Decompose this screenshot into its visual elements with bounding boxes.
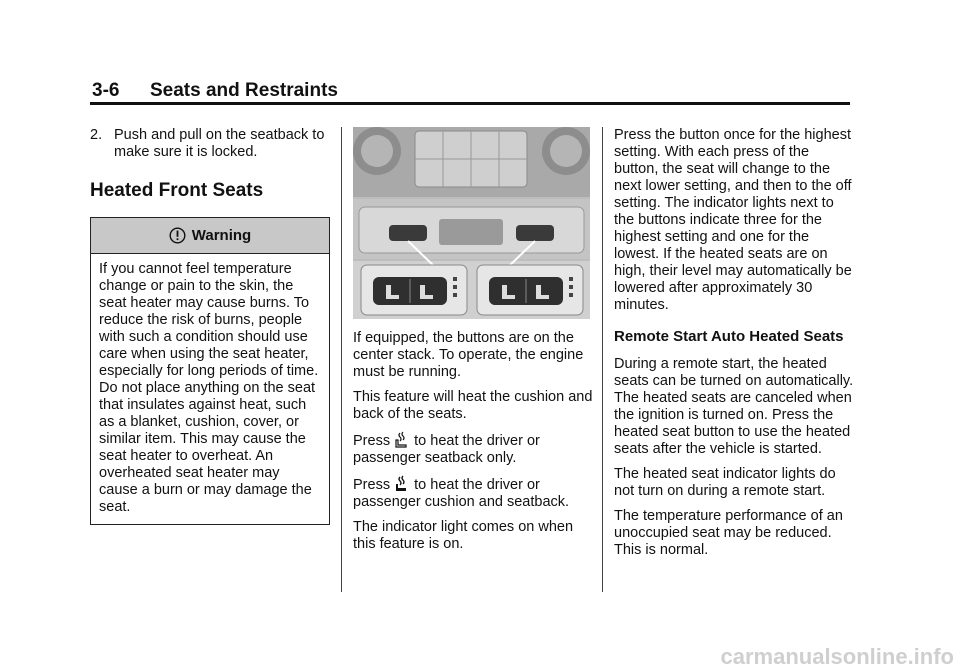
paragraph: The temperature performance of an unoccupied seat may be reduced. This is normal. — [614, 508, 843, 558]
cushion-text: to heat the driver or passenger cushion and seatback. — [353, 477, 570, 510]
paragraph: Press the button once for the highest setting. With each press of the button, the seat will change to the next lower setting, and then to the off setting. The indicator lights next to the buttons indicate three for the highest setting and one for the lowest. If the heated seats are on high, their level may automatically be lowered after approximately 30 minutes. — [614, 127, 852, 313]
column-right — [614, 127, 854, 567]
watermark: carmanualsonline.info — [720, 644, 954, 669]
paragraph-seatback — [353, 431, 593, 467]
press-text: Press — [353, 477, 391, 493]
heated-seatback-icon — [394, 431, 408, 448]
heated-cushion-seatback-icon — [394, 475, 408, 492]
section-title: Seats and Restraints — [150, 80, 338, 101]
list-item — [90, 127, 330, 161]
column-left — [90, 127, 330, 525]
warning-icon — [169, 227, 186, 244]
step-text: Push and pull on the seatback to make sure it is locked. — [114, 127, 325, 160]
column-divider — [602, 127, 603, 592]
section-heading: Heated Front Seats — [90, 180, 264, 201]
section-number: 3-6 — [92, 80, 120, 101]
warning-title: Warning — [191, 227, 252, 244]
column-middle — [353, 127, 593, 561]
paragraph: The indicator light comes on when this feature is on. — [353, 519, 574, 552]
press-text: Press — [353, 433, 391, 449]
seatback-text: to heat the driver or passenger seatback only. — [353, 433, 540, 466]
warning-box — [90, 217, 330, 525]
step-number: 2. — [90, 127, 103, 143]
paragraph: This feature will heat the cushion and back of the seats. — [353, 389, 593, 422]
column-divider — [341, 127, 342, 592]
warning-text: If you cannot feel temperature change or pain to the skin, the seat heater may cause burns. To reduce the risk of burns, people with such a condition should use care when using the seat heater, especially for long periods of time. Do not place anything on the seat that insulates against heat, such as a blanket, cushion, cover, or similar item. This may cause the seat heater to overheat. An overheated seat heater may cause a burn or may damage the seat. — [99, 261, 319, 515]
subsection-heading: Remote Start Auto Heated Seats — [614, 328, 844, 345]
paragraph: During a remote start, the heated seats can be turned on automatically. The heated seats are canceled when the ignition is turned on. Press the heated seat button to use the heated seats after the vehicle is started. — [614, 356, 854, 457]
paragraph: The heated seat indicator lights do not turn on during a remote start. — [614, 466, 836, 499]
header-rule — [90, 102, 850, 105]
paragraph: If equipped, the buttons are on the center stack. To operate, the engine must be running. — [353, 330, 584, 380]
center-stack-photo — [353, 127, 590, 319]
paragraph-cushion — [353, 475, 593, 511]
warning-header — [91, 218, 329, 254]
center-stack-illustration — [353, 127, 590, 319]
page-header — [92, 80, 338, 102]
